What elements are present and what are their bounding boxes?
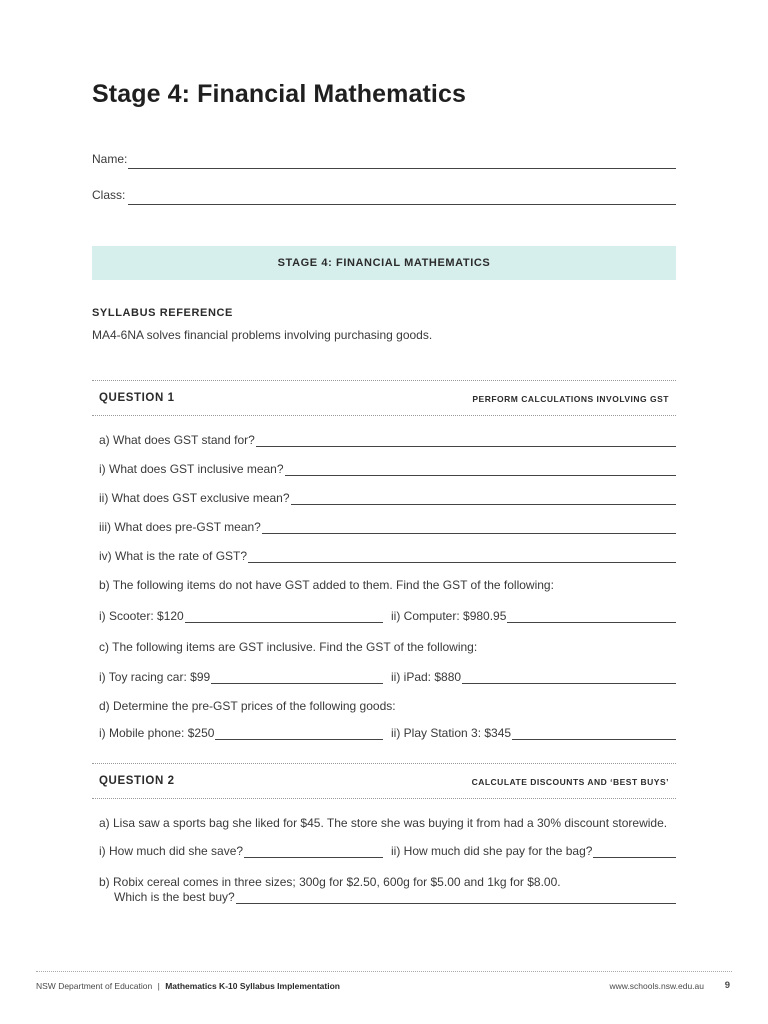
answer-line[interactable] bbox=[215, 727, 383, 740]
answer-line[interactable] bbox=[512, 727, 676, 740]
answer-line[interactable] bbox=[593, 845, 676, 858]
footer-url[interactable]: www.schools.nsw.edu.au bbox=[609, 981, 704, 991]
q1-a-row bbox=[99, 433, 676, 447]
footer-separator: | bbox=[157, 981, 160, 991]
q1-b-i-text: i) Scooter: $120 bbox=[99, 609, 184, 623]
q1-a-iii-text: iii) What does pre-GST mean? bbox=[99, 520, 261, 534]
answer-line[interactable] bbox=[262, 521, 676, 534]
name-field[interactable] bbox=[128, 168, 676, 169]
q1-a-iv-text: iv) What is the rate of GST? bbox=[99, 549, 248, 563]
q2-a-ii-row bbox=[391, 844, 676, 858]
q1-a-ii-row bbox=[99, 491, 676, 505]
q2-a-ii-text: ii) How much did she pay for the bag? bbox=[391, 844, 593, 858]
answer-line[interactable] bbox=[256, 434, 676, 447]
q1-d-i-row bbox=[99, 726, 383, 740]
q2-b-text: b) Robix cereal comes in three sizes; 300g for $2.50, 600g for $5.00 and 1kg for $8.00. bbox=[99, 875, 561, 889]
answer-line[interactable] bbox=[248, 550, 676, 563]
q2-b-question: Which is the best buy? bbox=[114, 890, 235, 904]
class-label: Class: bbox=[92, 188, 126, 202]
question-1-subtitle: PERFORM CALCULATIONS INVOLVING GST bbox=[472, 394, 669, 404]
footer-divider bbox=[36, 971, 732, 972]
syllabus-text: MA4-6NA solves financial problems involving purchasing goods. bbox=[92, 328, 433, 342]
divider bbox=[92, 798, 676, 799]
q1-a-iv-row bbox=[99, 549, 676, 563]
answer-line[interactable] bbox=[244, 845, 383, 858]
divider bbox=[92, 380, 676, 381]
answer-line[interactable] bbox=[236, 891, 676, 904]
question-2-title: QUESTION 2 bbox=[99, 775, 175, 787]
question-1-title: QUESTION 1 bbox=[99, 392, 175, 404]
q1-d-i-text: i) Mobile phone: $250 bbox=[99, 726, 215, 740]
q2-b-row bbox=[114, 890, 676, 904]
question-2-subtitle: CALCULATE DISCOUNTS AND ‘BEST BUYS’ bbox=[471, 777, 669, 787]
footer-left bbox=[36, 981, 340, 991]
q1-c-i-row bbox=[99, 670, 383, 684]
q1-a-iii-row bbox=[99, 520, 676, 534]
q1-c-text: c) The following items are GST inclusive. Find the GST of the following: bbox=[99, 640, 478, 654]
q1-a-text: a) What does GST stand for? bbox=[99, 433, 255, 447]
q1-b-ii-text: ii) Computer: $980.95 bbox=[391, 609, 507, 623]
q1-a-i-row bbox=[99, 462, 676, 476]
q1-a-ii-text: ii) What does GST exclusive mean? bbox=[99, 491, 290, 505]
q1-b-i-row bbox=[99, 609, 383, 623]
q1-d-ii-row bbox=[391, 726, 676, 740]
answer-line[interactable] bbox=[211, 671, 383, 684]
page-number: 9 bbox=[724, 980, 730, 991]
answer-line[interactable] bbox=[291, 492, 676, 505]
q2-a-i-row bbox=[99, 844, 383, 858]
page-title: Stage 4: Financial Mathematics bbox=[92, 80, 466, 108]
q1-c-ii-text: ii) iPad: $880 bbox=[391, 670, 462, 684]
section-banner: STAGE 4: FINANCIAL MATHEMATICS bbox=[92, 246, 676, 280]
q2-a-text: a) Lisa saw a sports bag she liked for $45. The store she was buying it from had a 30% discount storewide. bbox=[99, 816, 668, 830]
footer-dept: NSW Department of Education bbox=[36, 981, 153, 991]
q1-d-ii-text: ii) Play Station 3: $345 bbox=[391, 726, 512, 740]
answer-line[interactable] bbox=[185, 610, 383, 623]
q1-c-ii-row bbox=[391, 670, 676, 684]
class-field[interactable] bbox=[128, 204, 676, 205]
q1-a-i-text: i) What does GST inclusive mean? bbox=[99, 462, 284, 476]
answer-line[interactable] bbox=[285, 463, 676, 476]
syllabus-heading: SYLLABUS REFERENCE bbox=[92, 307, 233, 319]
q1-b-ii-row bbox=[391, 609, 676, 623]
q2-a-i-text: i) How much did she save? bbox=[99, 844, 244, 858]
q1-d-text: d) Determine the pre-GST prices of the following goods: bbox=[99, 699, 396, 713]
q1-c-i-text: i) Toy racing car: $99 bbox=[99, 670, 211, 684]
answer-line[interactable] bbox=[462, 671, 676, 684]
footer-doc-title: Mathematics K-10 Syllabus Implementation bbox=[165, 981, 340, 991]
answer-line[interactable] bbox=[507, 610, 676, 623]
name-label: Name: bbox=[92, 152, 128, 166]
divider bbox=[92, 415, 676, 416]
q1-b-text: b) The following items do not have GST added to them. Find the GST of the following: bbox=[99, 578, 554, 592]
divider bbox=[92, 763, 676, 764]
